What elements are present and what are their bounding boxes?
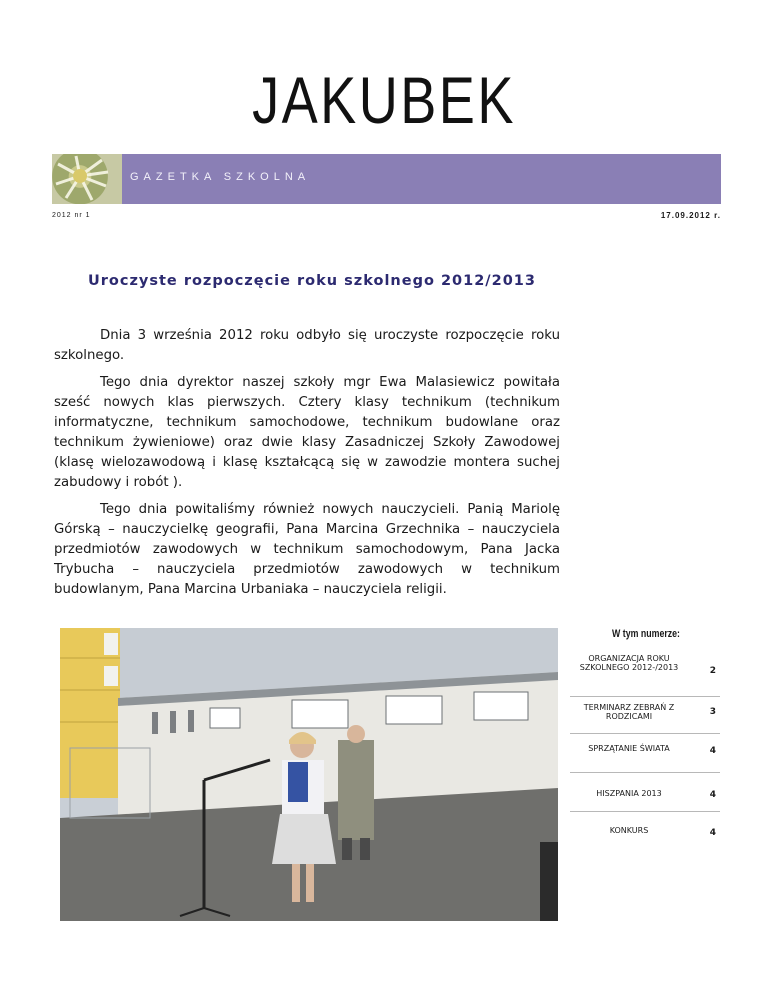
table-of-contents <box>570 628 720 850</box>
toc-item-label: HISZPANIA 2013 <box>596 789 662 798</box>
toc-item[interactable] <box>570 697 720 734</box>
issue-number: 2012 nr 1 <box>52 212 91 219</box>
article-paragraph: Tego dnia dyrektor naszej szkoły mgr Ewa Malasiewicz powitała sześć nowych klas pierwszych. Cztery klasy technikum (technikum informatyczne, technikum samochodowe, technikum budowlane oraz technikum żywieniowe) oraz dwie klasy Zasadniczej Szkoły Zawodowej (klasę wielozawodową i klasę kształcącą się w zawodzie montera suchej zabudowy i robót ). <box>54 375 560 490</box>
toc-item-page: 4 <box>709 746 716 756</box>
article-body <box>54 326 560 607</box>
article-paragraph: Dnia 3 września 2012 roku odbyło się uroczyste rozpoczęcie roku szkolnego. <box>54 328 560 363</box>
toc-item-page: 4 <box>709 790 716 800</box>
issue-date: 17.09.2012 r. <box>660 211 721 220</box>
ceremony-photo <box>60 628 558 921</box>
toc-item-page: 4 <box>709 828 716 838</box>
toc-item-label: SPRZĄTANIE ŚWIATA <box>588 744 670 753</box>
flower-logo <box>52 154 122 204</box>
toc-item-page: 3 <box>709 707 716 717</box>
toc-item[interactable] <box>570 734 720 773</box>
toc-item[interactable] <box>570 652 720 697</box>
toc-title: W tym numerze: <box>612 628 680 640</box>
toc-item-label: ORGANIZACJA ROKU SZKOLNEGO 2012-/2013 <box>579 654 679 672</box>
toc-item-label: KONKURS <box>609 826 649 835</box>
article-headline: Uroczyste rozpoczęcie roku szkolnego 2012/2013 <box>88 273 536 289</box>
toc-item[interactable] <box>570 812 720 850</box>
article-paragraph: Tego dnia powitaliśmy również nowych nauczycieli. Panią Mariolę Górską – nauczycielkę geografii, Pana Marcina Grzechnika – nauczyciela przedmiotów zawodowych w technikum samochodowym, Pana Jacka Trybucha – nauczyciela przedmiotów zawodowych w technikum budowlanym, Pana Marcina Urbaniaka – nauczyciela religii. <box>54 502 560 597</box>
masthead-title: JAKUBEK <box>252 63 516 137</box>
toc-item-page: 2 <box>709 666 716 676</box>
toc-item[interactable] <box>570 773 720 812</box>
masthead-subtitle: GAZETKA SZKOLNA <box>130 171 311 183</box>
toc-item-label: TERMINARZ ZEBRAŃ Z RODZICAMI <box>583 703 675 721</box>
